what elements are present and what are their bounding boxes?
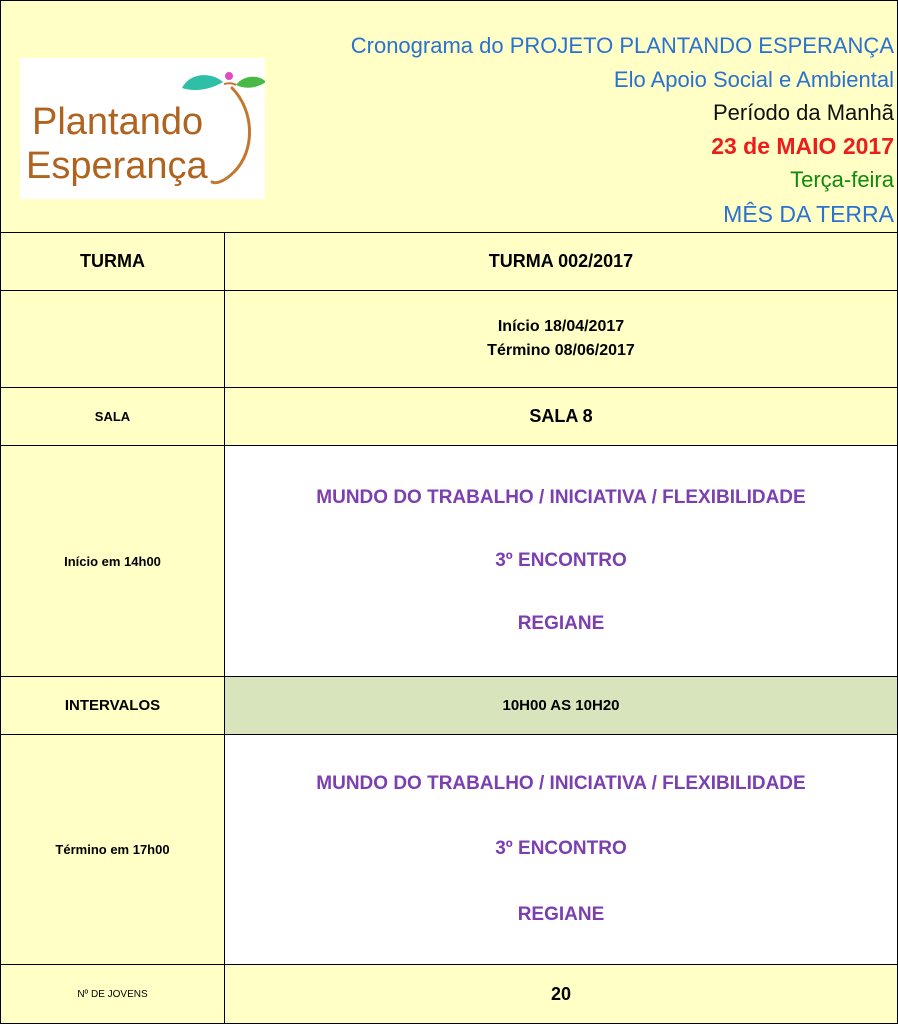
logo-graphic bbox=[20, 58, 265, 199]
session-2-facilitator: REGIANE bbox=[517, 904, 605, 926]
session-2-cell bbox=[225, 735, 897, 964]
stem-icon bbox=[212, 88, 250, 183]
row-jovens bbox=[1, 965, 897, 1023]
end-date: Término 08/06/2017 bbox=[487, 342, 635, 359]
dates-cell bbox=[225, 291, 897, 387]
row-session-2 bbox=[1, 735, 897, 965]
row-dates bbox=[1, 291, 897, 388]
sala-label: SALA bbox=[1, 388, 225, 445]
row-turma bbox=[1, 233, 897, 291]
logo-text-line2: Esperança bbox=[26, 145, 208, 187]
row-session-1 bbox=[1, 446, 897, 677]
header-weekday: Terça-feira bbox=[790, 167, 894, 192]
turma-label: TURMA bbox=[1, 233, 225, 290]
sala-value: SALA 8 bbox=[529, 406, 593, 426]
session-1-facilitator: REGIANE bbox=[517, 613, 605, 635]
session-1-label: Início em 14h00 bbox=[1, 446, 225, 676]
jovens-label: Nº DE JOVENS bbox=[1, 965, 225, 1023]
session-2-label: Término em 17h00 bbox=[1, 735, 225, 964]
row-intervalos bbox=[1, 677, 897, 735]
header-organization: Elo Apoio Social e Ambiental bbox=[613, 67, 894, 92]
row-sala bbox=[1, 388, 897, 446]
intervalos-label: INTERVALOS bbox=[1, 677, 225, 734]
header-period: Período da Manhã bbox=[712, 100, 894, 125]
jovens-value: 20 bbox=[550, 983, 572, 1004]
start-date: Início 18/04/2017 bbox=[497, 318, 625, 335]
session-1-topic: MUNDO DO TRABALHO / INICIATIVA / FLEXIBILIDADE bbox=[316, 486, 806, 508]
turma-value: TURMA 002/2017 bbox=[488, 251, 634, 271]
right-leaf-icon bbox=[236, 77, 265, 88]
left-leaf-icon bbox=[182, 75, 223, 90]
flower-icon bbox=[225, 72, 233, 80]
session-1-cell bbox=[225, 446, 897, 676]
header-theme: MÊS DA TERRA bbox=[723, 201, 894, 227]
session-2-topic: MUNDO DO TRABALHO / INICIATIVA / FLEXIBILIDADE bbox=[316, 772, 806, 794]
session-1-encounter: 3º ENCONTRO bbox=[495, 549, 627, 571]
intervalos-value: 10H00 AS 10H20 bbox=[225, 677, 897, 734]
dates-label bbox=[1, 291, 225, 387]
header bbox=[1, 1, 897, 233]
header-title: Cronograma do PROJETO PLANTANDO ESPERANÇA bbox=[350, 33, 894, 58]
header-date: 23 de MAIO 2017 bbox=[711, 133, 894, 159]
logo-text-line1: Plantando bbox=[32, 101, 204, 143]
session-2-encounter: 3º ENCONTRO bbox=[495, 838, 627, 860]
plantando-esperanca-logo bbox=[20, 58, 265, 199]
